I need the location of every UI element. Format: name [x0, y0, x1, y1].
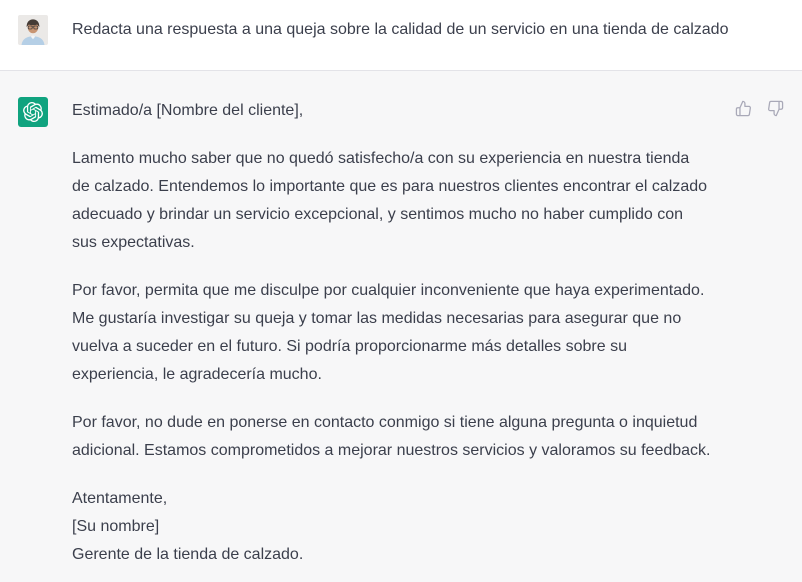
- closing-role: Gerente de la tienda de calzado.: [72, 546, 304, 563]
- assistant-message-content: [72, 97, 711, 569]
- greeting-line: Estimado/a [Nombre del cliente],: [72, 102, 304, 119]
- user-avatar: [18, 15, 48, 45]
- paragraph-3: Por favor, no dude en ponerse en contacto conmigo si tiene alguna pregunta o inquietud adicional. Estamos comprometidos a mejorar nuestros servicios y valoramos su feedback.: [72, 414, 711, 459]
- assistant-message: [0, 71, 802, 582]
- thumbs-down-button[interactable]: [767, 100, 784, 117]
- closing-name: [Su nombre]: [72, 518, 160, 535]
- feedback-actions: [735, 100, 784, 117]
- thumbs-down-icon: [767, 100, 784, 117]
- user-message-text: Redacta una respuesta a una queja sobre la calidad de un servicio en una tienda de calzado: [72, 21, 729, 38]
- user-photo-icon: [18, 15, 48, 45]
- closing-salutation: Atentamente,: [72, 490, 168, 507]
- chatgpt-avatar: [18, 97, 48, 127]
- paragraph-2: Por favor, permita que me disculpe por cualquier inconveniente que haya experimentado. Me gustaría investigar su queja y tomar las medidas necesarias para asegurar que no vuelva a suceder en el futuro. Si podría proporcionarme más detalles sobre su experiencia, le agradecería mucho.: [72, 282, 705, 383]
- paragraph-1: Lamento mucho saber que no quedó satisfecho/a con su experiencia en nuestra tienda de calzado. Entendemos lo importante que es para nuestros clientes encontrar el calzado adecuado y brindar un servicio excepcional, y sentimos mucho no haber cumplido con sus expectativas.: [72, 150, 708, 251]
- user-message: [0, 0, 802, 71]
- openai-logo-icon: [23, 102, 43, 122]
- thumbs-up-icon: [735, 100, 752, 117]
- thumbs-up-button[interactable]: [735, 100, 752, 117]
